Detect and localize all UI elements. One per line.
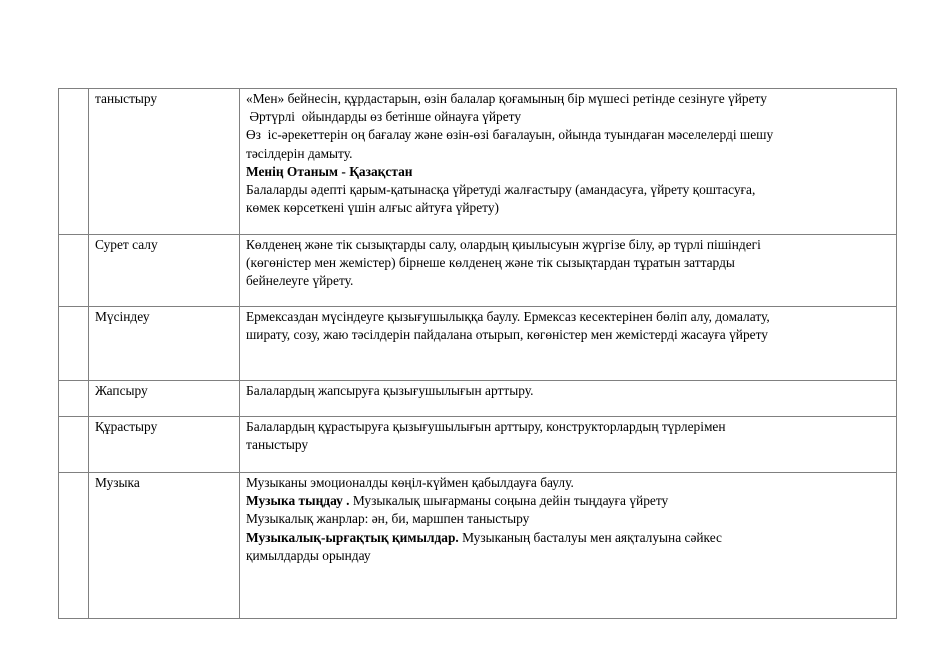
subject-label: Жапсыру [95, 383, 148, 398]
content-cell [240, 417, 897, 473]
content-line [246, 510, 890, 528]
subject-cell [89, 381, 240, 417]
content-cell [240, 307, 897, 381]
line-text: Әртүрлі ойындарды өз бетінше ойнауға үйрету [246, 109, 522, 125]
content-line [246, 108, 890, 126]
content-line [246, 547, 890, 565]
margin-cell [59, 89, 89, 235]
line-text: Көлденең және тік сызықтарды салу, олардың қиылысуын жүргізе білу, әр түрлі пішіндегі [246, 237, 761, 252]
subject-label: Мүсіндеу [95, 309, 150, 324]
table-row [59, 89, 897, 235]
line-text: тәсілдерін дамыту. [246, 145, 353, 161]
margin-cell [59, 235, 89, 307]
content-line [246, 474, 890, 492]
line-text: бейнелеуге үйрету. [246, 273, 354, 289]
line-text: ширату, созу, жаю тәсілдерін пайдалана отырып, көгөністер мен жемістерді жасауға үйрету [246, 327, 768, 343]
line-text: Музыканың басталуы мен аяқталуына сәйкес [458, 529, 722, 545]
line-text: (көгөністер мен жемістер) бірнеше көлденең және тік сызықтардан тұратын заттарды [246, 255, 735, 271]
line-text: Балалардың жапсыруға қызығушылығын арттыру. [246, 383, 534, 398]
table-row [59, 473, 897, 619]
table-row [59, 307, 897, 381]
content-line [246, 308, 890, 326]
subject-cell [89, 417, 240, 473]
curriculum-table [58, 88, 897, 619]
content-line [246, 126, 890, 144]
content-line [246, 236, 890, 254]
line-text: «Мен» бейнесін, құрдастарын, өзін балалар қоғамының бір мүшесі ретінде сезінуге үйрету [246, 91, 767, 106]
subject-cell [89, 307, 240, 381]
subject-label: Музыка [95, 475, 140, 490]
line-text: таныстыру [246, 437, 309, 453]
line-text: Музыкалық жанрлар: ән, би, маршпен таныстыру [246, 511, 530, 527]
content-line [246, 436, 890, 454]
content-line [246, 254, 890, 272]
content-cell [240, 473, 897, 619]
subject-label: Сурет салу [95, 237, 158, 252]
content-cell [240, 235, 897, 307]
table-row [59, 417, 897, 473]
subject-cell [89, 473, 240, 619]
line-text: Өз іс-әрекеттерін оң бағалау және өзін-өзі бағалауын, ойында туындаған мәселелерді шешу [246, 127, 774, 143]
margin-cell [59, 381, 89, 417]
table-row [59, 235, 897, 307]
content-line [246, 272, 890, 290]
line-text: Балаларды әдепті қарым-қатынасқа үйретуді жалғастыру (амандасуға, үйрету қоштасуға, [246, 182, 756, 198]
content-line [246, 145, 890, 163]
content-cell [240, 89, 897, 235]
margin-cell [59, 417, 89, 473]
subject-cell [89, 235, 240, 307]
content-line [246, 382, 890, 400]
margin-cell [59, 307, 89, 381]
content-line [246, 418, 890, 436]
content-line [246, 529, 890, 547]
bold-heading: Музыка тыңдау . [246, 493, 350, 509]
table-row [59, 381, 897, 417]
line-text: Музыканы эмоционалды көңіл-күймен қабылдауға баулу. [246, 475, 574, 490]
line-text: қимылдарды орындау [246, 547, 371, 563]
content-line [246, 492, 890, 510]
line-text: Балалардың құрастыруға қызығушылығын арттыру, конструкторлардың түрлерімен [246, 419, 726, 434]
line-text: көмек көрсеткені үшін алғыс айтуға үйрету) [246, 200, 499, 216]
content-line [246, 326, 890, 344]
line-text: Ермексаздан мүсіндеуге қызығушылыққа баулу. Ермексаз кесектерінен бөліп алу, домалату, [246, 309, 770, 324]
subject-label: Құрастыру [95, 419, 158, 434]
margin-cell [59, 473, 89, 619]
subject-cell [89, 89, 240, 235]
bold-heading: Музыкалық-ырғақтық қимылдар. [246, 529, 459, 545]
curriculum-table-body [59, 89, 897, 619]
content-cell [240, 381, 897, 417]
content-line [246, 181, 890, 199]
line-text: Музыкалық шығарманы соңына дейін тыңдауға үйрету [349, 493, 669, 509]
bold-heading: Менің Отаным - Қазақстан [246, 163, 413, 179]
content-line [246, 163, 890, 181]
content-line [246, 90, 890, 108]
content-line [246, 199, 890, 217]
subject-label: таныстыру [95, 91, 158, 106]
